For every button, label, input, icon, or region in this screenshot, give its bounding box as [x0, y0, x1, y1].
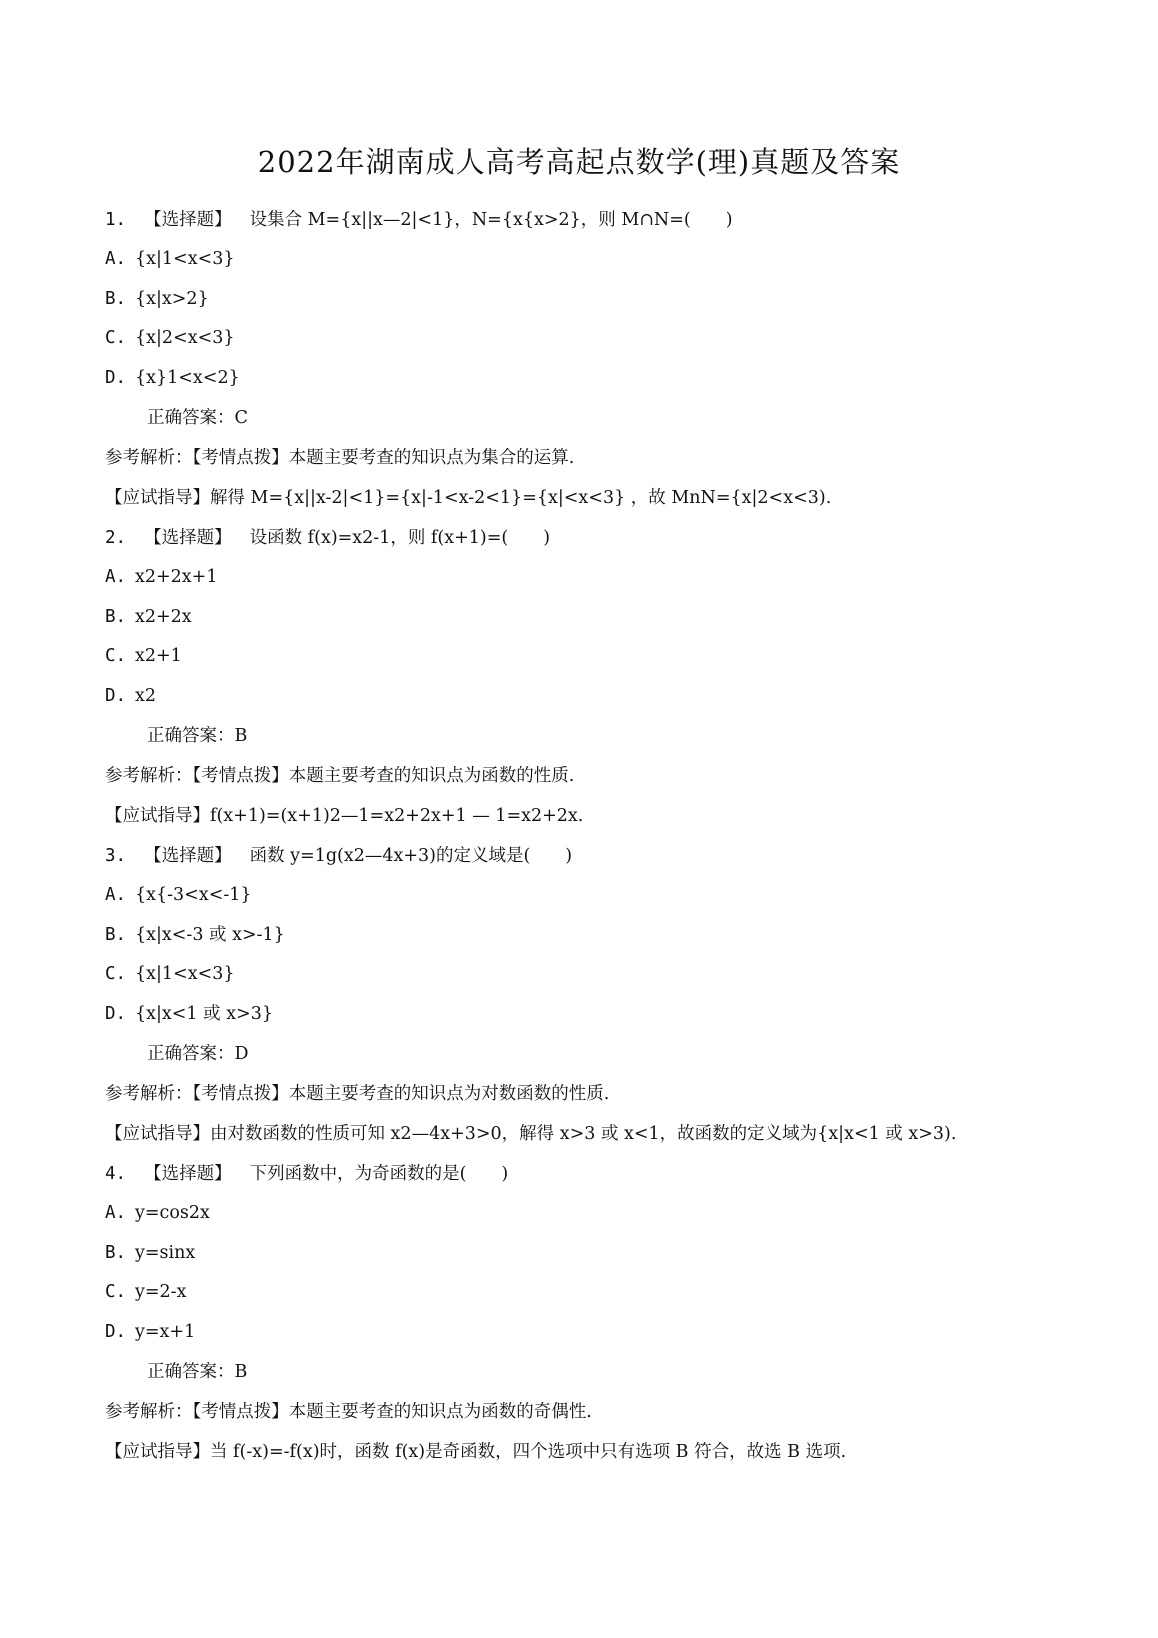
option-label: B.	[105, 924, 127, 945]
question-list	[105, 200, 1115, 1472]
question-stem: 函数 y=1g(x2—4x+3)的定义域是( )	[249, 846, 573, 866]
option-b	[105, 1234, 1115, 1274]
option-text: {x|2<x<3}	[135, 328, 235, 348]
guide: 【应试指导】由对数函数的性质可知 x2—4x+3>0，解得 x>3 或 x<1，故函数的定义域为{x|x<1 或 x>3).	[105, 1124, 957, 1144]
option-label: D.	[105, 367, 127, 388]
analysis: 参考解析：【考情点拨】本题主要考查的知识点为集合的运算.	[105, 448, 575, 468]
option-text: {x|x<1 或 x>3}	[135, 1003, 273, 1024]
page-title: 2022年湖南成人高考高起点数学(理)真题及答案	[257, 145, 901, 179]
option-a	[105, 1194, 1115, 1234]
option-label: B.	[105, 606, 127, 627]
question-1	[105, 200, 1115, 518]
option-text: y=2-x	[135, 1282, 187, 1302]
option-label: B.	[105, 1242, 127, 1263]
option-d	[105, 359, 1115, 399]
option-text: x2+2x+1	[135, 567, 218, 587]
option-label: D.	[105, 685, 127, 706]
question-number: 3.	[105, 846, 127, 866]
option-a	[105, 240, 1115, 280]
option-text: x2	[135, 685, 157, 706]
option-b	[105, 598, 1115, 638]
option-text: {x}1<x<2}	[135, 367, 240, 388]
option-label: A.	[105, 885, 127, 905]
question-stem-line	[105, 1154, 1115, 1194]
correct-answer: 正确答案：B	[147, 1362, 248, 1382]
option-a	[105, 876, 1115, 916]
question-type: 【选择题】	[144, 846, 232, 866]
question-type: 【选择题】	[144, 1164, 232, 1184]
option-text: {x|1<x<3}	[135, 249, 235, 269]
option-label: A.	[105, 1203, 127, 1223]
option-d	[105, 995, 1115, 1035]
option-d	[105, 677, 1115, 717]
correct-answer: 正确答案：B	[147, 726, 248, 746]
question-type: 【选择题】	[144, 210, 232, 230]
question-stem: 设集合 M={x||x—2|<1}，N={x{x>2}，则 M∩N=( )	[249, 210, 733, 230]
option-c	[105, 955, 1115, 995]
guide: 【应试指导】f(x+1)=(x+1)2—1=x2+2x+1 — 1=x2+2x.	[105, 806, 584, 826]
option-text: y=sinx	[135, 1242, 196, 1263]
option-label: A.	[105, 249, 127, 269]
option-d	[105, 1313, 1115, 1353]
analysis: 参考解析：【考情点拨】本题主要考查的知识点为函数的性质.	[105, 766, 575, 786]
analysis: 参考解析：【考情点拨】本题主要考查的知识点为函数的奇偶性.	[105, 1402, 592, 1422]
option-label: D.	[105, 1321, 127, 1342]
option-text: {x{-3<x<-1}	[135, 885, 252, 905]
question-stem: 下列函数中，为奇函数的是( )	[249, 1164, 509, 1184]
question-stem-line	[105, 518, 1115, 558]
option-c	[105, 1273, 1115, 1313]
option-c	[105, 319, 1115, 359]
option-a	[105, 558, 1115, 598]
correct-answer: 正确答案：D	[147, 1044, 249, 1064]
option-label: D.	[105, 1003, 127, 1024]
option-label: C.	[105, 1282, 127, 1302]
question-number: 4.	[105, 1164, 127, 1184]
option-text: x2+1	[135, 646, 182, 666]
option-label: C.	[105, 964, 127, 984]
option-b	[105, 280, 1115, 320]
question-4	[105, 1154, 1115, 1472]
question-type: 【选择题】	[144, 528, 232, 548]
option-label: C.	[105, 328, 127, 348]
question-stem-line	[105, 200, 1115, 240]
guide: 【应试指导】当 f(-x)=-f(x)时，函数 f(x)是奇函数，四个选项中只有选项 B 符合，故选 B 选项.	[105, 1442, 847, 1462]
option-text: y=cos2x	[135, 1203, 210, 1223]
option-text: {x|x<-3 或 x>-1}	[135, 924, 285, 945]
option-b	[105, 916, 1115, 956]
option-label: B.	[105, 288, 127, 309]
guide: 【应试指导】解得 M={x||x-2|<1}={x|-1<x-2<1}={x|<x<3} ，故 MnN={x|2<x<3).	[105, 488, 832, 508]
option-label: A.	[105, 567, 127, 587]
option-label: C.	[105, 646, 127, 666]
option-text: {x|x>2}	[135, 288, 209, 309]
option-text: {x|1<x<3}	[135, 964, 235, 984]
question-number: 2.	[105, 528, 127, 548]
question-3	[105, 836, 1115, 1154]
analysis: 参考解析：【考情点拨】本题主要考查的知识点为对数函数的性质.	[105, 1084, 610, 1104]
correct-answer: 正确答案：C	[147, 408, 248, 428]
question-2	[105, 518, 1115, 836]
option-c	[105, 637, 1115, 677]
question-stem: 设函数 f(x)=x2-1，则 f(x+1)=( )	[249, 528, 551, 548]
option-text: y=x+1	[135, 1321, 196, 1342]
question-number: 1.	[105, 210, 127, 230]
question-stem-line	[105, 836, 1115, 876]
option-text: x2+2x	[135, 606, 192, 627]
